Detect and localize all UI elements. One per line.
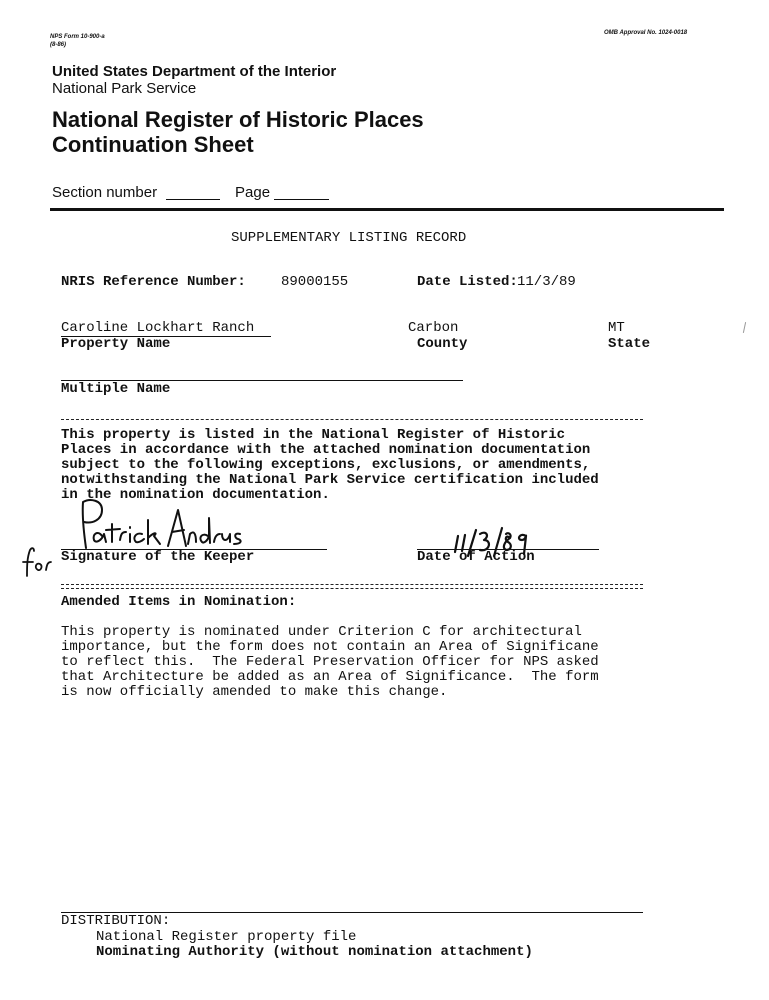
state-label: State (608, 336, 651, 352)
certification-line-4: notwithstanding the National Park Service certification included (61, 472, 599, 488)
county-label: County (417, 336, 468, 352)
form-subtitle: Continuation Sheet (52, 132, 254, 157)
nris-value: 89000155 (281, 274, 349, 290)
state-value: MT (608, 320, 625, 336)
certification-line-5: in the nomination documentation. (61, 487, 330, 503)
record-heading: SUPPLEMENTARY LISTING RECORD (231, 230, 467, 246)
distribution-heading: DISTRIBUTION: (61, 913, 171, 929)
section-number-blank (166, 199, 220, 200)
multiple-name-label: Multiple Name (61, 381, 171, 397)
county-value: Carbon (408, 320, 459, 336)
omb-approval: OMB Approval No. 1024-0018 (604, 30, 688, 36)
distribution-item-1: National Register property file (96, 929, 357, 945)
amendment-line-1: This property is nominated under Criterion C for architectural (61, 624, 582, 640)
page-blank (274, 199, 329, 200)
service-name: National Park Service (52, 80, 197, 97)
keeper-signature-label: Signature of the Keeper (61, 549, 255, 565)
form-title: National Register of Historic Places (52, 107, 424, 132)
amendment-line-4: that Architecture be added as an Area of Significance. The form (61, 669, 599, 685)
margin-initials-mark (18, 544, 54, 578)
date-listed-label: Date Listed: (417, 274, 518, 290)
scan-mark (743, 322, 746, 333)
amendment-line-3: to reflect this. The Federal Preservation Officer for NPS asked (61, 654, 599, 670)
page-label: Page (235, 184, 271, 201)
amendments-separator-top (61, 584, 643, 585)
certification-separator (61, 419, 643, 420)
property-name-value: Caroline Lockhart Ranch (61, 320, 255, 336)
property-name-label: Property Name (61, 336, 171, 352)
department-name: United States Department of the Interior (52, 63, 337, 80)
amendments-heading: Amended Items in Nomination: (61, 594, 297, 610)
header-rule (50, 208, 724, 211)
certification-line-1: This property is listed in the National Register of Historic (61, 427, 566, 443)
certification-line-2: Places in accordance with the attached nomination documentation (61, 442, 591, 458)
nris-label: NRIS Reference Number: (61, 274, 246, 290)
keeper-signature (68, 496, 258, 552)
form-number: NPS Form 10-900-a (50, 34, 105, 40)
date-listed-value: 11/3/89 (517, 274, 576, 290)
amendment-line-2: importance, but the form does not contain an Area of Significane (61, 639, 599, 655)
certification-line-3: subject to the following exceptions, exclusions, or amendments, (61, 457, 591, 473)
section-number-label: Section number (52, 184, 158, 201)
distribution-item-2: Nominating Authority (without nomination attachment) (96, 944, 533, 960)
amendment-line-5: is now officially amended to make this change. (61, 684, 448, 700)
action-date-label: Date of Action (417, 549, 535, 565)
amendments-separator-bottom (61, 588, 643, 589)
form-revision: (8-86) (50, 42, 67, 48)
